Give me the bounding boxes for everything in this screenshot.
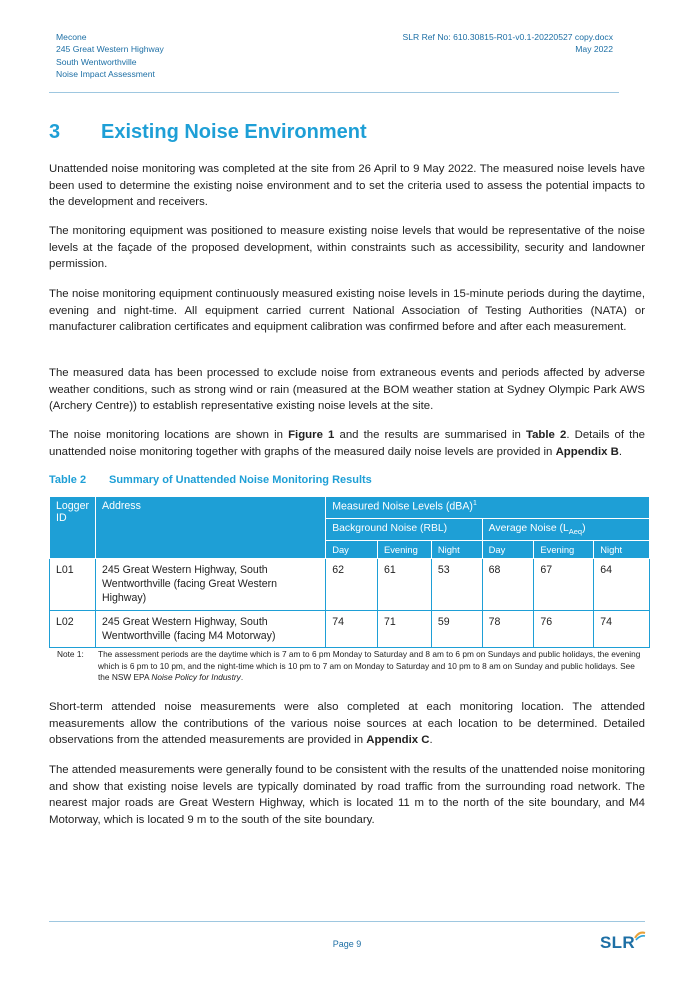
header-reference	[402, 31, 613, 56]
page-number: Page 9	[332, 939, 362, 949]
cell-value: 62	[326, 559, 378, 611]
table-caption-title: Summary of Unattended Noise Monitoring Results	[109, 474, 372, 486]
header-address: 245 Great Western Highway	[56, 44, 164, 55]
logo-swoosh-icon	[634, 930, 646, 942]
cell-value: 76	[534, 610, 594, 647]
header-background-noise: Background Noise (RBL)	[326, 519, 482, 541]
text-run: The assessment periods are the daytime which is 7 am to 6 pm Monday to Saturday and 8 am to 6 pm on Sundays and public holidays, the evening which is 6 pm to 10 pm, and the night-time which is 10 pm to 7 am on Monday to Saturday and 10 pm to 8 am on Sunday and public holidays. See the NSW EPA	[98, 649, 641, 683]
text-run: .	[618, 445, 623, 458]
header-average-close: )	[582, 523, 586, 534]
header-average-subscript: Aeq	[568, 527, 583, 537]
text-run: .	[240, 672, 244, 683]
cell-address: 245 Great Western Highway, South Wentworthville (facing Great Western Highway)	[96, 559, 326, 611]
cell-value: 71	[377, 610, 431, 647]
cell-address: 245 Great Western Highway, South Wentworthville (facing M4 Motorway)	[96, 610, 326, 647]
cell-value: 64	[594, 559, 650, 611]
header-address: Address	[96, 497, 326, 559]
cell-value: 67	[534, 559, 594, 611]
section-title: Existing Noise Environment	[101, 121, 367, 143]
header-measured-levels	[326, 497, 650, 519]
paragraph-measurement-method: The noise monitoring equipment continuously measured existing noise levels in 15-minute periods during the daytime, evening and night-time. All equipment carried current National Association of Testing Authorities (NATA) or manufacturer calibration certificates and equipment calibration was confirmed before and after each measurement.	[49, 288, 645, 334]
table-row	[50, 559, 650, 611]
cell-value: 74	[594, 610, 650, 647]
paragraph-monitoring-period: Unattended noise monitoring was completed at the site from 26 April to 9 May 2022. The measured noise levels have been used to determine the existing noise environment and to set the criteria used to assess the potential impacts to the development and receivers.	[49, 163, 645, 209]
cell-value: 68	[482, 559, 534, 611]
header-ref-number: SLR Ref No: 610.30815-R01-v0.1-20220527 copy.docx	[402, 32, 613, 42]
header-period-day: Day	[326, 541, 378, 559]
table-row	[50, 610, 650, 647]
appendix-c-reference: Appendix C	[366, 734, 430, 747]
cell-value: 61	[377, 559, 431, 611]
cell-value: 53	[431, 559, 482, 611]
header-date: May 2022	[575, 44, 613, 55]
header-average-noise	[482, 519, 649, 541]
figure-reference: Figure 1	[288, 429, 335, 441]
text-run: .	[429, 734, 433, 747]
text-run: Short-term attended noise measurements were also completed at each monitoring location. The attended measurements allow the contributions of the various noise sources at each location to be determined. Detailed observations from the attended measurements are provided in	[49, 701, 645, 747]
header-period-night: Night	[594, 541, 650, 559]
table-note-text	[98, 649, 642, 684]
cell-logger-id: L01	[50, 559, 96, 611]
section-heading	[49, 121, 367, 144]
table-caption-label: Table 2	[49, 474, 87, 486]
header-project-info	[56, 31, 164, 81]
section-number: 3	[49, 121, 61, 143]
paragraph-dominant-sources: The attended measurements were generally found to be consistent with the results of the unattended noise monitoring and show that existing noise levels are typically dominated by road traffic from the surrounding road network. The nearest major roads are Great Western Highway, which is located 11 m to the north of the site boundary, and M4 Motorway, which is located 9 m to the south of the site boundary.	[49, 764, 645, 826]
header-period-evening: Evening	[534, 541, 594, 559]
paragraph-data-processing: The measured data has been processed to exclude noise from extraneous events and periods affected by adverse weather conditions, such as strong wind or rain (measured at the BOM weather station at Sydney Olympic Park AWS (Archery Centre)) to establish representative existing noise levels at the site.	[49, 367, 645, 413]
header-suburb: South Wentworthville	[56, 56, 137, 67]
paragraph-equipment-position: The monitoring equipment was positioned to measure existing noise levels that would be representative of the noise levels at the façade of the proposed development, within constraints such as accessibility, security and landowner permission.	[49, 225, 645, 271]
header-divider	[49, 92, 619, 93]
text-run: . Details of the unattended noise monitoring together with graphs of the measured daily noise levels are provided in	[49, 429, 645, 458]
noise-monitoring-table	[49, 496, 650, 648]
cell-logger-id: L02	[50, 610, 96, 647]
text-run: and the results are summarised in	[334, 429, 526, 441]
footer-divider	[49, 921, 645, 922]
table-note-label: Note 1:	[57, 649, 84, 659]
table-reference: Table 2	[525, 429, 567, 441]
header-period-day: Day	[482, 541, 534, 559]
header-measured-text: Measured Noise Levels (dBA)	[332, 500, 473, 513]
table-note	[57, 649, 642, 684]
slr-logo	[600, 928, 650, 954]
text-run: The noise monitoring locations are shown in	[49, 429, 289, 441]
cell-value: 59	[431, 610, 482, 647]
table-caption	[49, 474, 372, 486]
paragraph-attended-measurements	[49, 699, 645, 749]
appendix-b-reference: Appendix B	[555, 445, 619, 458]
paragraph-locations	[49, 427, 645, 460]
policy-title: Noise Policy for Industry	[151, 672, 241, 683]
logo-text: SLR	[600, 933, 635, 952]
footnote-marker: 1	[472, 500, 477, 507]
header-average-text: Average Noise (L	[488, 523, 569, 534]
header-client: Mecone	[56, 32, 87, 42]
header-period-night: Night	[431, 541, 482, 559]
cell-value: 78	[482, 610, 534, 647]
header-logger-id: Logger ID	[50, 497, 96, 559]
header-report-title: Noise Impact Assessment	[56, 69, 155, 80]
cell-value: 74	[326, 610, 378, 647]
header-period-evening: Evening	[377, 541, 431, 559]
